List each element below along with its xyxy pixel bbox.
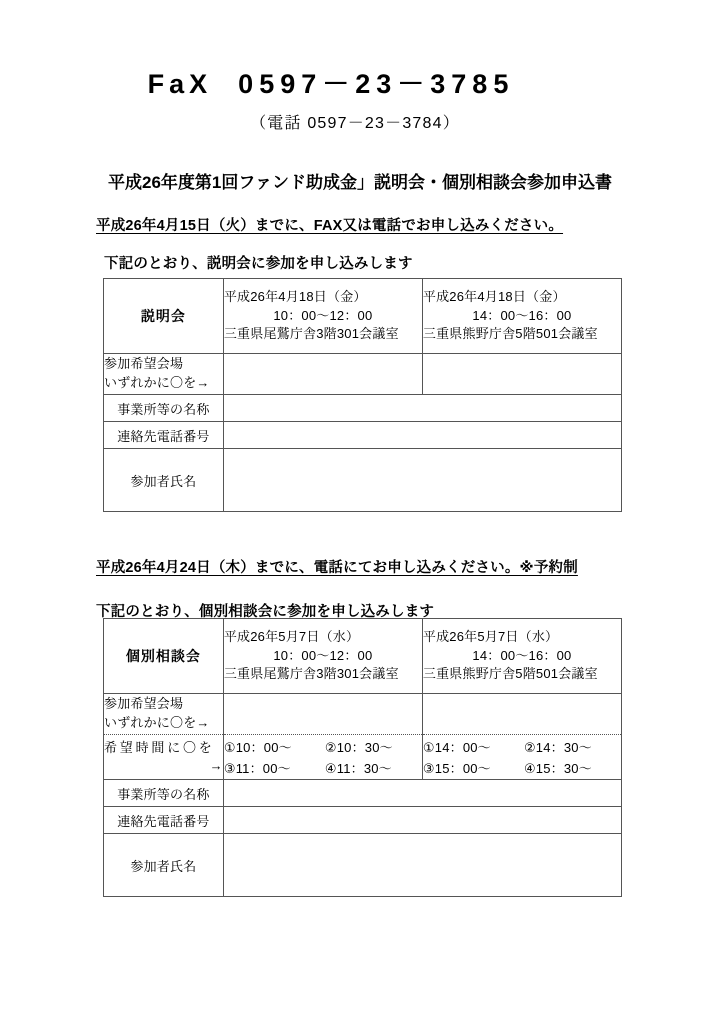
section1-deadline-notice: 平成26年4月15日（火）までに、FAX又は電話でお申し込みください。 [96,218,564,234]
table-row [104,834,622,897]
venue-a-choice-cell[interactable] [223,354,422,395]
table-row [104,735,622,780]
participant-names-label: 参加者氏名 [104,449,224,512]
office-name-input-cell[interactable] [223,780,621,807]
time-option-grid [423,737,621,777]
fax-label: FaX [147,69,213,99]
venue-choice-label [104,694,224,735]
contact-phone-input-cell[interactable] [223,422,621,449]
venue-a-place: 三重県尾鷲庁舎3階301会議室 [223,326,399,342]
time-option-grid [224,737,422,777]
venue-b-time: 14：00〜16：00 [472,307,572,323]
venue-b-date: 平成26年5月7日（水） [422,629,559,645]
venue-a-date: 平成26年5月7日（水） [223,629,360,645]
table-row [104,694,622,735]
time-option[interactable]: ①14：00〜 [422,740,491,755]
contact-phone-label: 連絡先電話番号 [104,807,224,834]
briefing-application-table [103,278,622,512]
venue-a-details [223,279,422,354]
time-option[interactable]: ③11：00〜 [223,761,291,776]
venue-b-place: 三重県熊野庁舎5階501会議室 [422,326,598,342]
venue-b-choice-cell[interactable] [422,694,621,735]
venue-choice-label [104,354,224,395]
venue-b-place: 三重県熊野庁舎5階501会議室 [422,666,598,682]
time-choice-label-arrow: → [209,758,223,773]
venue-b-choice-cell[interactable] [422,354,621,395]
session-type-label: 個別相談会 [104,619,224,694]
table-row [104,807,622,834]
time-option[interactable]: ④11：30〜 [324,761,392,776]
venue-choice-label-line2: いずれかに〇を→ [104,375,210,390]
venue-a-details [223,619,422,694]
participant-names-label: 参加者氏名 [104,834,224,897]
venue-choice-label-line2: いずれかに〇を→ [104,715,210,730]
session-type-label: 説明会 [104,279,224,354]
table-row [104,780,622,807]
venue-a-date: 平成26年4月18日（金） [223,289,367,305]
contact-phone-label: 連絡先電話番号 [104,422,224,449]
time-choice-label-line1: 希望時間に〇を [104,739,215,755]
venue-choice-label-line1: 参加希望会場 [104,356,184,372]
venue-a-time: 10：00〜12：00 [273,307,373,323]
venue-b-details [422,619,621,694]
table-row [104,354,622,395]
time-option[interactable]: ①10：00〜 [223,740,292,755]
time-options-venue-a[interactable] [223,735,422,780]
venue-b-time: 14：00〜16：00 [472,647,572,663]
office-name-input-cell[interactable] [223,395,621,422]
section2-deadline-notice: 平成26年4月24日（木）までに、電話にてお申し込みください。※予約制 [96,560,578,576]
telephone-line: （電話 0597－23－3784） [250,115,460,132]
time-option[interactable]: ④15：30〜 [523,761,592,776]
fax-heading [0,62,724,101]
consultation-application-table [103,618,622,897]
table-row [104,619,622,694]
participant-names-input-cell[interactable] [223,449,621,512]
office-name-label: 事業所等の名称 [104,780,224,807]
section2-lead-text: 下記のとおり、個別相談会に参加を申し込みします [96,604,435,620]
time-option[interactable]: ③15：00〜 [422,761,491,776]
time-option[interactable]: ②10：30〜 [324,740,393,755]
office-name-label: 事業所等の名称 [104,395,224,422]
venue-b-details [422,279,621,354]
venue-b-date: 平成26年4月18日（金） [422,289,566,305]
contact-phone-input-cell[interactable] [223,807,621,834]
participant-names-input-cell[interactable] [223,834,621,897]
time-option[interactable]: ②14：30〜 [523,740,592,755]
section1-lead-text: 下記のとおり、説明会に参加を申し込みします [104,256,413,272]
table-row [104,422,622,449]
page-title: 平成26年度第1回ファンド助成金」説明会・個別相談会参加申込書 [107,173,613,192]
fax-number: 0597－23－3785 [238,69,515,99]
venue-a-place: 三重県尾鷲庁舎3階301会議室 [223,666,399,682]
venue-a-time: 10：00〜12：00 [273,647,373,663]
table-row [104,449,622,512]
time-choice-label [104,735,224,780]
time-options-venue-b[interactable] [422,735,621,780]
venue-a-choice-cell[interactable] [223,694,422,735]
table-row [104,279,622,354]
venue-choice-label-line1: 参加希望会場 [104,696,184,712]
table-row [104,395,622,422]
